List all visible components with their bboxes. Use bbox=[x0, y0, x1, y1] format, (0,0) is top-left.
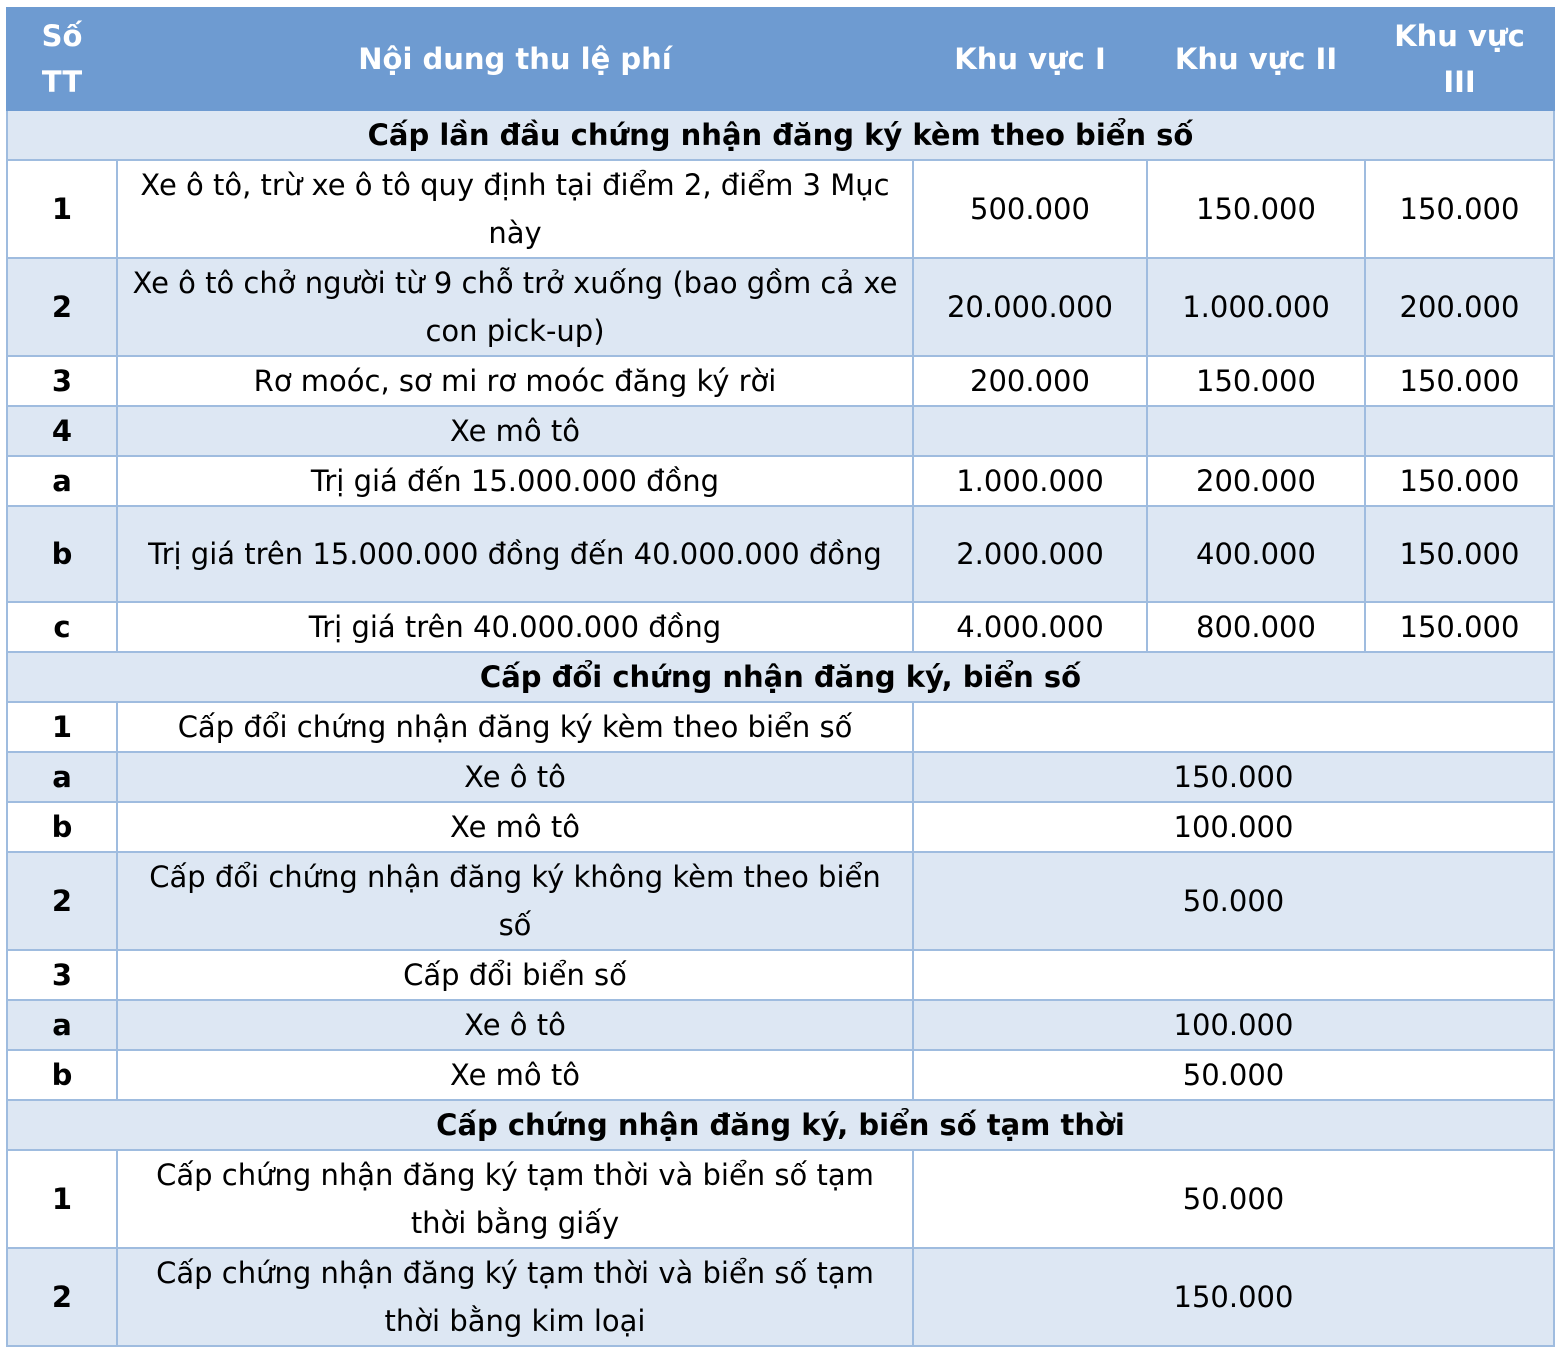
table-row bbox=[7, 356, 1554, 406]
row-fee bbox=[913, 950, 1554, 1000]
row-no: b bbox=[7, 1050, 117, 1100]
row-content: Trị giá trên 40.000.000 đồng bbox=[117, 602, 913, 652]
row-content: Trị giá đến 15.000.000 đồng bbox=[117, 456, 913, 506]
row-fee-area-3 bbox=[1365, 406, 1554, 456]
row-fee-area-2: 800.000 bbox=[1147, 602, 1365, 652]
row-content: Xe ô tô bbox=[117, 752, 913, 802]
row-fee-area-2: 1.000.000 bbox=[1147, 258, 1365, 356]
table-row bbox=[7, 602, 1554, 652]
row-no: 1 bbox=[7, 702, 117, 752]
row-fee-area-1 bbox=[913, 406, 1147, 456]
row-fee: 50.000 bbox=[913, 852, 1554, 950]
row-fee-area-1: 20.000.000 bbox=[913, 258, 1147, 356]
row-no: a bbox=[7, 752, 117, 802]
row-fee-area-1: 500.000 bbox=[913, 160, 1147, 258]
row-no: 3 bbox=[7, 950, 117, 1000]
row-fee: 150.000 bbox=[913, 1248, 1554, 1346]
row-no: a bbox=[7, 456, 117, 506]
row-fee bbox=[913, 702, 1554, 752]
header-area-1: Khu vực I bbox=[913, 8, 1147, 110]
row-fee: 150.000 bbox=[913, 752, 1554, 802]
row-fee-area-2: 200.000 bbox=[1147, 456, 1365, 506]
row-fee: 100.000 bbox=[913, 802, 1554, 852]
row-fee-area-2: 150.000 bbox=[1147, 356, 1365, 406]
section-row bbox=[7, 110, 1554, 160]
section-title: Cấp lần đầu chứng nhận đăng ký kèm theo biển số bbox=[7, 110, 1554, 160]
fee-table bbox=[6, 7, 1555, 1347]
row-content: Cấp chứng nhận đăng ký tạm thời và biển số tạm thời bằng kim loại bbox=[117, 1248, 913, 1346]
row-no: 2 bbox=[7, 258, 117, 356]
table-row bbox=[7, 1000, 1554, 1050]
row-fee: 50.000 bbox=[913, 1050, 1554, 1100]
row-content: Xe mô tô bbox=[117, 802, 913, 852]
header-area-3: Khu vực III bbox=[1365, 8, 1554, 110]
row-content: Cấp đổi chứng nhận đăng ký kèm theo biển số bbox=[117, 702, 913, 752]
row-no: 1 bbox=[7, 160, 117, 258]
row-fee-area-1: 1.000.000 bbox=[913, 456, 1147, 506]
table-row bbox=[7, 852, 1554, 950]
row-content: Xe ô tô bbox=[117, 1000, 913, 1050]
row-content: Xe mô tô bbox=[117, 1050, 913, 1100]
header-area-2: Khu vực II bbox=[1147, 8, 1365, 110]
header-row bbox=[7, 8, 1554, 110]
table-row bbox=[7, 1050, 1554, 1100]
row-content: Xe mô tô bbox=[117, 406, 913, 456]
table-row bbox=[7, 802, 1554, 852]
table-row bbox=[7, 1248, 1554, 1346]
row-no: 2 bbox=[7, 1248, 117, 1346]
table-row bbox=[7, 950, 1554, 1000]
section-row bbox=[7, 652, 1554, 702]
row-fee-area-1: 4.000.000 bbox=[913, 602, 1147, 652]
row-fee-area-3: 150.000 bbox=[1365, 160, 1554, 258]
row-content: Cấp đổi biển số bbox=[117, 950, 913, 1000]
row-fee-area-2 bbox=[1147, 406, 1365, 456]
row-fee-area-2: 150.000 bbox=[1147, 160, 1365, 258]
row-content: Cấp đổi chứng nhận đăng ký không kèm theo biển số bbox=[117, 852, 913, 950]
table-row bbox=[7, 160, 1554, 258]
header-no: Số TT bbox=[7, 8, 117, 110]
section-title: Cấp chứng nhận đăng ký, biển số tạm thời bbox=[7, 1100, 1554, 1150]
table-row bbox=[7, 258, 1554, 356]
section-row bbox=[7, 1100, 1554, 1150]
row-content: Trị giá trên 15.000.000 đồng đến 40.000.000 đồng bbox=[117, 506, 913, 602]
header-content: Nội dung thu lệ phí bbox=[117, 8, 913, 110]
row-fee-area-3: 150.000 bbox=[1365, 506, 1554, 602]
row-fee: 100.000 bbox=[913, 1000, 1554, 1050]
fee-table-container bbox=[6, 7, 1555, 1347]
row-no: 2 bbox=[7, 852, 117, 950]
row-content: Xe ô tô, trừ xe ô tô quy định tại điểm 2, điểm 3 Mục này bbox=[117, 160, 913, 258]
row-content: Cấp chứng nhận đăng ký tạm thời và biển số tạm thời bằng giấy bbox=[117, 1150, 913, 1248]
row-no: 4 bbox=[7, 406, 117, 456]
table-row bbox=[7, 1150, 1554, 1248]
table-row bbox=[7, 406, 1554, 456]
row-fee: 50.000 bbox=[913, 1150, 1554, 1248]
row-no: a bbox=[7, 1000, 117, 1050]
row-no: c bbox=[7, 602, 117, 652]
row-fee-area-1: 2.000.000 bbox=[913, 506, 1147, 602]
row-fee-area-3: 200.000 bbox=[1365, 258, 1554, 356]
row-content: Xe ô tô chở người từ 9 chỗ trở xuống (bao gồm cả xe con pick-up) bbox=[117, 258, 913, 356]
table-row bbox=[7, 702, 1554, 752]
row-no: b bbox=[7, 506, 117, 602]
row-no: b bbox=[7, 802, 117, 852]
row-fee-area-1: 200.000 bbox=[913, 356, 1147, 406]
row-fee-area-3: 150.000 bbox=[1365, 602, 1554, 652]
row-fee-area-3: 150.000 bbox=[1365, 456, 1554, 506]
row-no: 1 bbox=[7, 1150, 117, 1248]
table-row bbox=[7, 752, 1554, 802]
row-fee-area-3: 150.000 bbox=[1365, 356, 1554, 406]
section-title: Cấp đổi chứng nhận đăng ký, biển số bbox=[7, 652, 1554, 702]
table-row bbox=[7, 506, 1554, 602]
table-row bbox=[7, 456, 1554, 506]
row-no: 3 bbox=[7, 356, 117, 406]
row-fee-area-2: 400.000 bbox=[1147, 506, 1365, 602]
row-content: Rơ moóc, sơ mi rơ moóc đăng ký rời bbox=[117, 356, 913, 406]
